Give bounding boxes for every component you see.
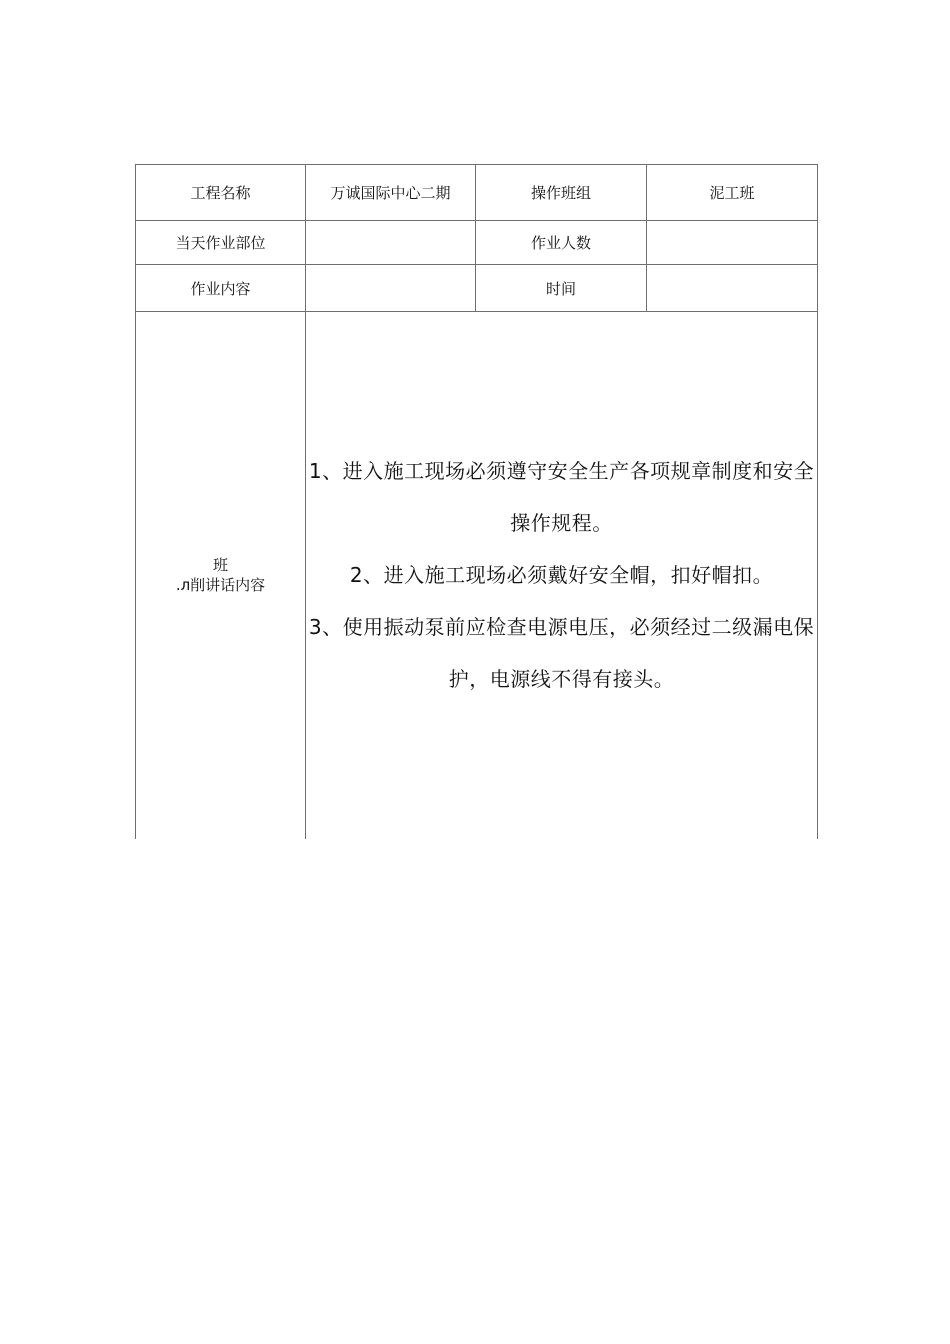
work-location-value xyxy=(306,221,476,265)
row-project xyxy=(136,165,818,221)
time-label: 时间 xyxy=(476,265,647,312)
speech-item-3: 3、使用振动泵前应检查电源电压，必须经过二级漏电保护，电源线不得有接头。 xyxy=(308,615,815,692)
pre-shift-safety-form xyxy=(135,164,817,838)
speech-content-label xyxy=(136,312,306,839)
row-location xyxy=(136,221,818,265)
worker-count-value xyxy=(647,221,818,265)
speech-item-2: 2、进入施工现场必须戴好安全帽，扣好帽扣。 xyxy=(349,563,774,588)
work-location-label: 当天作业部位 xyxy=(136,221,306,265)
form-table xyxy=(135,164,818,839)
project-name-value: 万诚国际中心二期 xyxy=(306,165,476,221)
worker-count-label: 作业人数 xyxy=(476,221,647,265)
speech-item-1: 1、进入施工现场必须遵守安全生产各项规章制度和安全操作规程。 xyxy=(308,459,815,536)
team-label: 操作班组 xyxy=(476,165,647,221)
row-speech xyxy=(136,312,818,839)
speech-label-line1: 班 xyxy=(212,556,228,575)
project-name-label: 工程名称 xyxy=(136,165,306,221)
speech-content-body xyxy=(306,312,818,839)
time-value xyxy=(647,265,818,312)
speech-label-line2: .л削讲话内容 xyxy=(175,576,266,595)
team-value: 泥工班 xyxy=(647,165,818,221)
work-content-value xyxy=(306,265,476,312)
row-content xyxy=(136,265,818,312)
work-content-label: 作业内容 xyxy=(136,265,306,312)
